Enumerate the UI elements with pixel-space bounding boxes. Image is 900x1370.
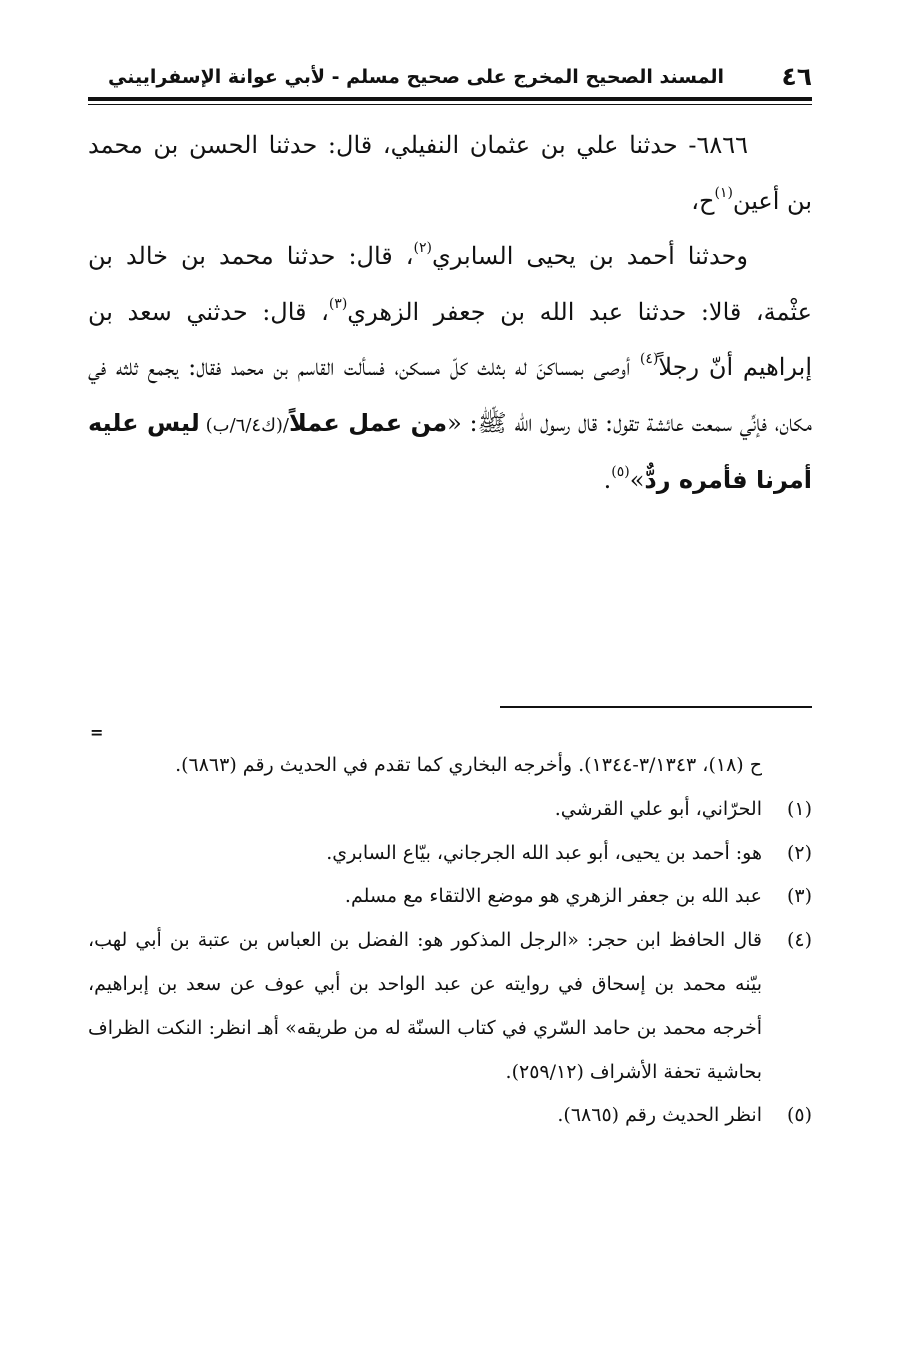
footnote-separator [500, 706, 812, 708]
main-text [88, 118, 812, 509]
p1-text: ٦٨٦٦- حدثنا علي بن عثمان النفيلي، قال: حدثنا الحسن بن محمد بن أعين [88, 131, 812, 215]
footnote-ref-1: (١) [714, 184, 733, 201]
manuscript-folio-mark: /(ك٦/٤/ب) [199, 414, 290, 436]
footnote-2 [88, 832, 812, 876]
footnotes [88, 744, 812, 1138]
hadith-paragraph-2 [88, 229, 812, 509]
footnote-number: (٢) [786, 841, 812, 864]
p2-text-a: وحدثنا أحمد بن يحيى السابري [431, 242, 748, 270]
hadith-paragraph-1 [88, 118, 812, 229]
page-number: ٤٦ [781, 62, 812, 91]
footnote-3 [88, 875, 812, 919]
footnote-number: (٤) [786, 929, 812, 952]
page-header [88, 58, 812, 98]
footnote-ref-4: (٤) [639, 351, 659, 367]
footnote-text: الحرّاني، أبو علي القرشي. [554, 797, 762, 820]
footnote-number: (٣) [786, 885, 812, 908]
p2-text-c: ، قال: حدثني سعد بن إبراهيم أنّ رجلاً [88, 297, 812, 381]
footnote-text: قال الحافظ ابن حجر: «الرجل المذكور هو: الفضل بن العباس بن عتبة بن أبي لهب، بيّنه محمد بن إسحاق في روايته عن عبد الواحد بن أبي عوف عن سعد بن إبراهيم، أخرجه محمد بن حامد السّري في كتاب السنّة له من طريقه» أهـ انظر: النكت الظراف بحاشية تحفة الأشراف (٢٥٩/١٢). [88, 929, 762, 1083]
footnote-text: عبد الله بن جعفر الزهري هو موضع الالتقاء مع مسلم. [344, 885, 762, 908]
p2-end: . [603, 466, 612, 494]
footnote-text: هو: أحمد بن يحيى، أبو عبد الله الجرجاني، بيّاع السابري. [326, 841, 762, 864]
footnote-ref-3: (٣) [328, 295, 348, 312]
p2-text-b: ، قال: حدثنا محمد بن خالد بن عثْمة، قالا: حدثنا عبد الله بن جعفر الزهري [88, 242, 812, 326]
quote-close: » [629, 466, 645, 494]
footnote-continuation: ح (١٨)، ٣/١٣٤٣-١٣٤٤). وأخرجه البخاري كما تقدم في الحديث رقم (٦٨٦٣). [175, 754, 762, 776]
footnote-number: (١) [786, 797, 812, 820]
footnote-ref-5: (٥) [611, 464, 630, 480]
running-title: المسند الصحيح المخرج على صحيح مسلم - لأبي عوانة الإسفراييني [108, 66, 724, 88]
footnote-1 [88, 788, 812, 832]
footnote-ref-2: (٢) [413, 240, 432, 256]
p2-text-d: أوصى بمساكنَ له بثلث كلّ مسكن، فسألت القاسم بن محمد فقال: يجمع ثلثه في مكان، فإنِّي سمعت عائشة تقول: قال رسول الله ﷺ: « [88, 353, 813, 437]
header-rule-thin [88, 104, 812, 105]
continuation-mark: = [90, 723, 104, 742]
hadith-quote-part-2: ليس عليه أمرنا فأمره ردٌّ [88, 408, 812, 494]
footnote-4 [88, 919, 812, 1094]
p1-tail: ح، [691, 186, 715, 215]
footnote-5 [88, 1094, 812, 1138]
header-rule-thick [88, 97, 812, 101]
hadith-quote-part-1: من عمل عملاً [289, 408, 448, 437]
footnote-number: (٥) [786, 1104, 812, 1127]
footnote-text: انظر الحديث رقم (٦٨٦٥). [557, 1104, 762, 1127]
